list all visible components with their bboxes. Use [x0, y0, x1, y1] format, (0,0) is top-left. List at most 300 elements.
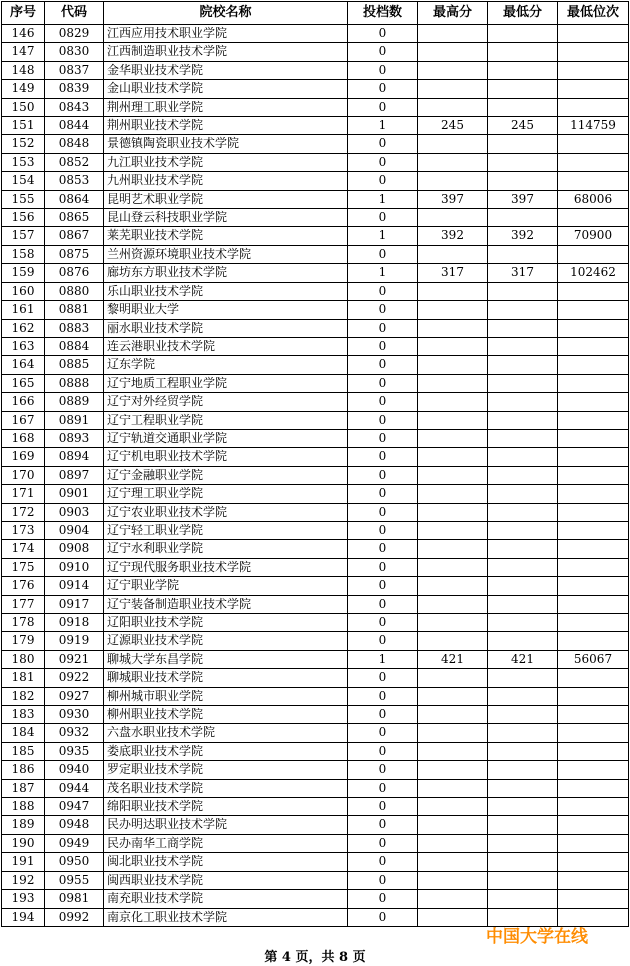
cell-min-rank — [558, 761, 629, 779]
cell-max-score: 392 — [418, 227, 488, 245]
cell-max-score — [418, 411, 488, 429]
cell-max-score — [418, 282, 488, 300]
cell-min-rank — [558, 742, 629, 760]
cell-count: 1 — [348, 264, 418, 282]
table-row — [2, 172, 629, 190]
cell-count: 0 — [348, 172, 418, 190]
cell-code: 0949 — [45, 834, 104, 852]
cell-seq: 177 — [2, 595, 45, 613]
cell-max-score — [418, 724, 488, 742]
cell-max-score — [418, 779, 488, 797]
cell-max-score — [418, 61, 488, 79]
cell-count: 0 — [348, 779, 418, 797]
cell-min-rank — [558, 98, 629, 116]
cell-school-name: 民办南华工商学院 — [104, 834, 348, 852]
cell-min-score: 397 — [488, 190, 558, 208]
cell-seq: 168 — [2, 429, 45, 447]
table-row — [2, 779, 629, 797]
cell-code: 0935 — [45, 742, 104, 760]
cell-min-score — [488, 503, 558, 521]
cell-min-rank — [558, 337, 629, 355]
cell-code: 0901 — [45, 485, 104, 503]
cell-max-score — [418, 890, 488, 908]
cell-count: 0 — [348, 337, 418, 355]
cell-code: 0903 — [45, 503, 104, 521]
cell-min-rank — [558, 521, 629, 539]
cell-count: 0 — [348, 503, 418, 521]
cell-seq: 193 — [2, 890, 45, 908]
cell-school-name: 辽宁职业学院 — [104, 577, 348, 595]
cell-max-score — [418, 25, 488, 43]
cell-min-score — [488, 632, 558, 650]
cell-min-score — [488, 779, 558, 797]
table-row — [2, 798, 629, 816]
table-row — [2, 227, 629, 245]
table-row — [2, 448, 629, 466]
cell-max-score — [418, 816, 488, 834]
cell-count: 0 — [348, 742, 418, 760]
table-row — [2, 282, 629, 300]
cell-code: 0881 — [45, 301, 104, 319]
cell-seq: 161 — [2, 301, 45, 319]
cell-max-score — [418, 43, 488, 61]
cell-count: 0 — [348, 706, 418, 724]
table-row — [2, 632, 629, 650]
cell-min-rank — [558, 356, 629, 374]
cell-max-score — [418, 448, 488, 466]
table-row — [2, 153, 629, 171]
cell-min-rank — [558, 632, 629, 650]
cell-seq: 185 — [2, 742, 45, 760]
cell-code: 0888 — [45, 374, 104, 392]
cell-min-score — [488, 669, 558, 687]
cell-seq: 171 — [2, 485, 45, 503]
cell-max-score — [418, 834, 488, 852]
cell-min-rank — [558, 61, 629, 79]
cell-school-name: 辽宁工程职业学院 — [104, 411, 348, 429]
cell-max-score — [418, 356, 488, 374]
cell-count: 0 — [348, 429, 418, 447]
cell-school-name: 荆州职业技术学院 — [104, 117, 348, 135]
cell-min-rank — [558, 614, 629, 632]
table-row — [2, 117, 629, 135]
cell-school-name: 廊坊东方职业技术学院 — [104, 264, 348, 282]
cell-code: 0894 — [45, 448, 104, 466]
cell-min-score — [488, 172, 558, 190]
cell-seq: 163 — [2, 337, 45, 355]
cell-min-score — [488, 724, 558, 742]
header-min: 最低分 — [488, 2, 558, 25]
cell-seq: 160 — [2, 282, 45, 300]
cell-min-rank — [558, 25, 629, 43]
header-seq: 序号 — [2, 2, 45, 25]
cell-code: 0889 — [45, 393, 104, 411]
cell-code: 0904 — [45, 521, 104, 539]
cell-seq: 169 — [2, 448, 45, 466]
cell-seq: 159 — [2, 264, 45, 282]
cell-max-score — [418, 319, 488, 337]
cell-seq: 186 — [2, 761, 45, 779]
cell-school-name: 聊城职业技术学院 — [104, 669, 348, 687]
cell-min-score — [488, 98, 558, 116]
cell-min-rank — [558, 80, 629, 98]
cell-school-name: 南充职业技术学院 — [104, 890, 348, 908]
cell-count: 0 — [348, 614, 418, 632]
cell-seq: 156 — [2, 209, 45, 227]
cell-min-score — [488, 558, 558, 576]
cell-school-name: 六盘水职业技术学院 — [104, 724, 348, 742]
cell-school-name: 罗定职业技术学院 — [104, 761, 348, 779]
cell-seq: 190 — [2, 834, 45, 852]
cell-min-score — [488, 687, 558, 705]
table-row — [2, 871, 629, 889]
cell-min-score — [488, 521, 558, 539]
page-footer: 第 4 页，共 8 页 — [264, 950, 366, 965]
cell-school-name: 辽宁理工职业学院 — [104, 485, 348, 503]
table-row — [2, 540, 629, 558]
cell-school-name: 江西应用技术职业学院 — [104, 25, 348, 43]
cell-school-name: 辽东学院 — [104, 356, 348, 374]
cell-code: 0897 — [45, 466, 104, 484]
cell-max-score — [418, 871, 488, 889]
cell-min-score — [488, 761, 558, 779]
cell-seq: 173 — [2, 521, 45, 539]
cell-count: 0 — [348, 25, 418, 43]
table-row — [2, 374, 629, 392]
table-row — [2, 485, 629, 503]
cell-code: 0981 — [45, 890, 104, 908]
cell-seq: 164 — [2, 356, 45, 374]
cell-code: 0927 — [45, 687, 104, 705]
cell-code: 0875 — [45, 245, 104, 263]
cell-code: 0839 — [45, 80, 104, 98]
cell-min-rank — [558, 669, 629, 687]
cell-school-name: 昆明艺术职业学院 — [104, 190, 348, 208]
table-row — [2, 245, 629, 263]
cell-count: 0 — [348, 98, 418, 116]
table-row — [2, 466, 629, 484]
cell-min-score — [488, 890, 558, 908]
cell-max-score: 397 — [418, 190, 488, 208]
cell-min-score — [488, 853, 558, 871]
cell-count: 0 — [348, 80, 418, 98]
cell-min-rank — [558, 153, 629, 171]
cell-min-score — [488, 798, 558, 816]
cell-max-score: 245 — [418, 117, 488, 135]
cell-min-rank — [558, 871, 629, 889]
cell-school-name: 连云港职业技术学院 — [104, 337, 348, 355]
cell-max-score — [418, 908, 488, 926]
cell-code: 0932 — [45, 724, 104, 742]
cell-min-score — [488, 577, 558, 595]
cell-max-score: 317 — [418, 264, 488, 282]
cell-max-score — [418, 853, 488, 871]
cell-count: 1 — [348, 227, 418, 245]
cell-count: 1 — [348, 117, 418, 135]
cell-min-score — [488, 356, 558, 374]
cell-code: 0865 — [45, 209, 104, 227]
header-row — [2, 2, 629, 25]
cell-min-rank — [558, 301, 629, 319]
cell-code: 0914 — [45, 577, 104, 595]
cell-seq: 181 — [2, 669, 45, 687]
cell-school-name: 金华职业技术学院 — [104, 61, 348, 79]
cell-school-name: 荆州理工职业学院 — [104, 98, 348, 116]
cell-min-rank: 70900 — [558, 227, 629, 245]
cell-count: 0 — [348, 540, 418, 558]
cell-seq: 180 — [2, 650, 45, 668]
cell-school-name: 兰州资源环境职业技术学院 — [104, 245, 348, 263]
cell-school-name: 辽宁轻工职业学院 — [104, 521, 348, 539]
cell-code: 0921 — [45, 650, 104, 668]
cell-min-rank — [558, 816, 629, 834]
cell-min-score: 392 — [488, 227, 558, 245]
cell-max-score — [418, 153, 488, 171]
cell-school-name: 辽宁金融职业学院 — [104, 466, 348, 484]
cell-min-score — [488, 834, 558, 852]
cell-school-name: 闽北职业技术学院 — [104, 853, 348, 871]
cell-count: 0 — [348, 485, 418, 503]
cell-code: 0848 — [45, 135, 104, 153]
cell-max-score: 421 — [418, 650, 488, 668]
table-row — [2, 264, 629, 282]
table-row — [2, 429, 629, 447]
cell-code: 0867 — [45, 227, 104, 245]
cell-min-rank — [558, 595, 629, 613]
cell-min-score — [488, 614, 558, 632]
cell-min-rank: 68006 — [558, 190, 629, 208]
cell-seq: 151 — [2, 117, 45, 135]
cell-school-name: 辽宁轨道交通职业学院 — [104, 429, 348, 447]
cell-count: 0 — [348, 798, 418, 816]
cell-max-score — [418, 503, 488, 521]
cell-max-score — [418, 429, 488, 447]
cell-min-score — [488, 245, 558, 263]
table-row — [2, 190, 629, 208]
cell-min-score — [488, 135, 558, 153]
cell-school-name: 辽源职业技术学院 — [104, 632, 348, 650]
cell-count: 0 — [348, 393, 418, 411]
cell-max-score — [418, 172, 488, 190]
cell-seq: 175 — [2, 558, 45, 576]
cell-count: 0 — [348, 43, 418, 61]
cell-school-name: 乐山职业技术学院 — [104, 282, 348, 300]
cell-code: 0944 — [45, 779, 104, 797]
cell-min-rank: 56067 — [558, 650, 629, 668]
cell-code: 0864 — [45, 190, 104, 208]
cell-seq: 188 — [2, 798, 45, 816]
cell-min-rank — [558, 503, 629, 521]
cell-min-rank: 102462 — [558, 264, 629, 282]
cell-min-score: 317 — [488, 264, 558, 282]
table-row — [2, 503, 629, 521]
cell-min-rank — [558, 429, 629, 447]
table-row — [2, 669, 629, 687]
cell-code: 0910 — [45, 558, 104, 576]
cell-min-score — [488, 540, 558, 558]
watermark-logo: 中国大学在线 — [486, 927, 588, 947]
cell-min-rank — [558, 245, 629, 263]
cell-min-score: 245 — [488, 117, 558, 135]
table-row — [2, 577, 629, 595]
cell-count: 0 — [348, 853, 418, 871]
cell-school-name: 南京化工职业技术学院 — [104, 908, 348, 926]
cell-max-score — [418, 301, 488, 319]
cell-min-score — [488, 871, 558, 889]
cell-min-score — [488, 25, 558, 43]
cell-max-score — [418, 706, 488, 724]
table-row — [2, 687, 629, 705]
cell-count: 0 — [348, 577, 418, 595]
cell-code: 0918 — [45, 614, 104, 632]
cell-school-name: 民办明达职业技术学院 — [104, 816, 348, 834]
table-row — [2, 43, 629, 61]
cell-code: 0948 — [45, 816, 104, 834]
admission-table — [1, 1, 629, 927]
cell-seq: 179 — [2, 632, 45, 650]
cell-max-score — [418, 209, 488, 227]
cell-min-rank — [558, 135, 629, 153]
cell-school-name: 茂名职业技术学院 — [104, 779, 348, 797]
cell-school-name: 柳州职业技术学院 — [104, 706, 348, 724]
table-row — [2, 301, 629, 319]
cell-max-score — [418, 466, 488, 484]
cell-min-rank — [558, 890, 629, 908]
table-row — [2, 135, 629, 153]
cell-min-rank — [558, 687, 629, 705]
table-row — [2, 319, 629, 337]
cell-seq: 165 — [2, 374, 45, 392]
cell-code: 0843 — [45, 98, 104, 116]
cell-count: 0 — [348, 466, 418, 484]
table-row — [2, 25, 629, 43]
cell-code: 0919 — [45, 632, 104, 650]
table-row — [2, 595, 629, 613]
cell-count: 0 — [348, 632, 418, 650]
cell-min-rank — [558, 466, 629, 484]
cell-min-score — [488, 429, 558, 447]
cell-count: 0 — [348, 411, 418, 429]
cell-min-score — [488, 485, 558, 503]
cell-seq: 150 — [2, 98, 45, 116]
cell-school-name: 辽宁现代服务职业技术学院 — [104, 558, 348, 576]
cell-seq: 147 — [2, 43, 45, 61]
cell-count: 0 — [348, 871, 418, 889]
table-row — [2, 80, 629, 98]
header-max: 最高分 — [418, 2, 488, 25]
cell-school-name: 昆山登云科技职业学院 — [104, 209, 348, 227]
cell-max-score — [418, 798, 488, 816]
header-count: 投档数 — [348, 2, 418, 25]
header-name: 院校名称 — [104, 2, 348, 25]
cell-min-rank — [558, 485, 629, 503]
cell-seq: 158 — [2, 245, 45, 263]
cell-seq: 149 — [2, 80, 45, 98]
cell-count: 0 — [348, 61, 418, 79]
cell-seq: 182 — [2, 687, 45, 705]
cell-min-rank — [558, 577, 629, 595]
table-row — [2, 614, 629, 632]
cell-school-name: 九江职业技术学院 — [104, 153, 348, 171]
cell-seq: 152 — [2, 135, 45, 153]
cell-seq: 194 — [2, 908, 45, 926]
cell-min-rank — [558, 319, 629, 337]
cell-count: 0 — [348, 521, 418, 539]
cell-min-score — [488, 301, 558, 319]
cell-count: 0 — [348, 356, 418, 374]
cell-min-rank — [558, 448, 629, 466]
cell-school-name: 景德镇陶瓷职业技术学院 — [104, 135, 348, 153]
cell-count: 0 — [348, 761, 418, 779]
cell-school-name: 辽宁机电职业技术学院 — [104, 448, 348, 466]
cell-school-name: 聊城大学东昌学院 — [104, 650, 348, 668]
cell-min-rank — [558, 282, 629, 300]
table-row — [2, 209, 629, 227]
cell-count: 0 — [348, 908, 418, 926]
cell-seq: 146 — [2, 25, 45, 43]
cell-school-name: 闽西职业技术学院 — [104, 871, 348, 889]
cell-school-name: 辽宁对外经贸学院 — [104, 393, 348, 411]
table-row — [2, 890, 629, 908]
cell-code: 0940 — [45, 761, 104, 779]
cell-max-score — [418, 135, 488, 153]
cell-school-name: 辽宁农业职业技术学院 — [104, 503, 348, 521]
cell-min-rank — [558, 43, 629, 61]
cell-count: 0 — [348, 209, 418, 227]
cell-code: 0853 — [45, 172, 104, 190]
cell-count: 0 — [348, 687, 418, 705]
table-row — [2, 98, 629, 116]
cell-min-rank — [558, 779, 629, 797]
cell-min-score — [488, 816, 558, 834]
cell-min-score — [488, 374, 558, 392]
cell-school-name: 黎明职业大学 — [104, 301, 348, 319]
cell-count: 0 — [348, 245, 418, 263]
cell-min-score — [488, 61, 558, 79]
cell-code: 0876 — [45, 264, 104, 282]
cell-seq: 178 — [2, 614, 45, 632]
cell-code: 0844 — [45, 117, 104, 135]
cell-min-score — [488, 448, 558, 466]
cell-seq: 189 — [2, 816, 45, 834]
cell-seq: 157 — [2, 227, 45, 245]
cell-school-name: 绵阳职业技术学院 — [104, 798, 348, 816]
header-code: 代码 — [45, 2, 104, 25]
table-row — [2, 393, 629, 411]
cell-min-score — [488, 319, 558, 337]
cell-seq: 183 — [2, 706, 45, 724]
cell-code: 0917 — [45, 595, 104, 613]
cell-code: 0922 — [45, 669, 104, 687]
cell-min-score: 421 — [488, 650, 558, 668]
cell-min-rank — [558, 393, 629, 411]
cell-min-score — [488, 153, 558, 171]
cell-count: 0 — [348, 890, 418, 908]
cell-min-rank — [558, 798, 629, 816]
cell-count: 0 — [348, 153, 418, 171]
cell-max-score — [418, 558, 488, 576]
cell-min-rank — [558, 834, 629, 852]
cell-max-score — [418, 742, 488, 760]
table-row — [2, 61, 629, 79]
cell-max-score — [418, 577, 488, 595]
cell-max-score — [418, 614, 488, 632]
cell-code: 0950 — [45, 853, 104, 871]
cell-min-score — [488, 595, 558, 613]
cell-seq: 153 — [2, 153, 45, 171]
table-row — [2, 724, 629, 742]
table-row — [2, 558, 629, 576]
